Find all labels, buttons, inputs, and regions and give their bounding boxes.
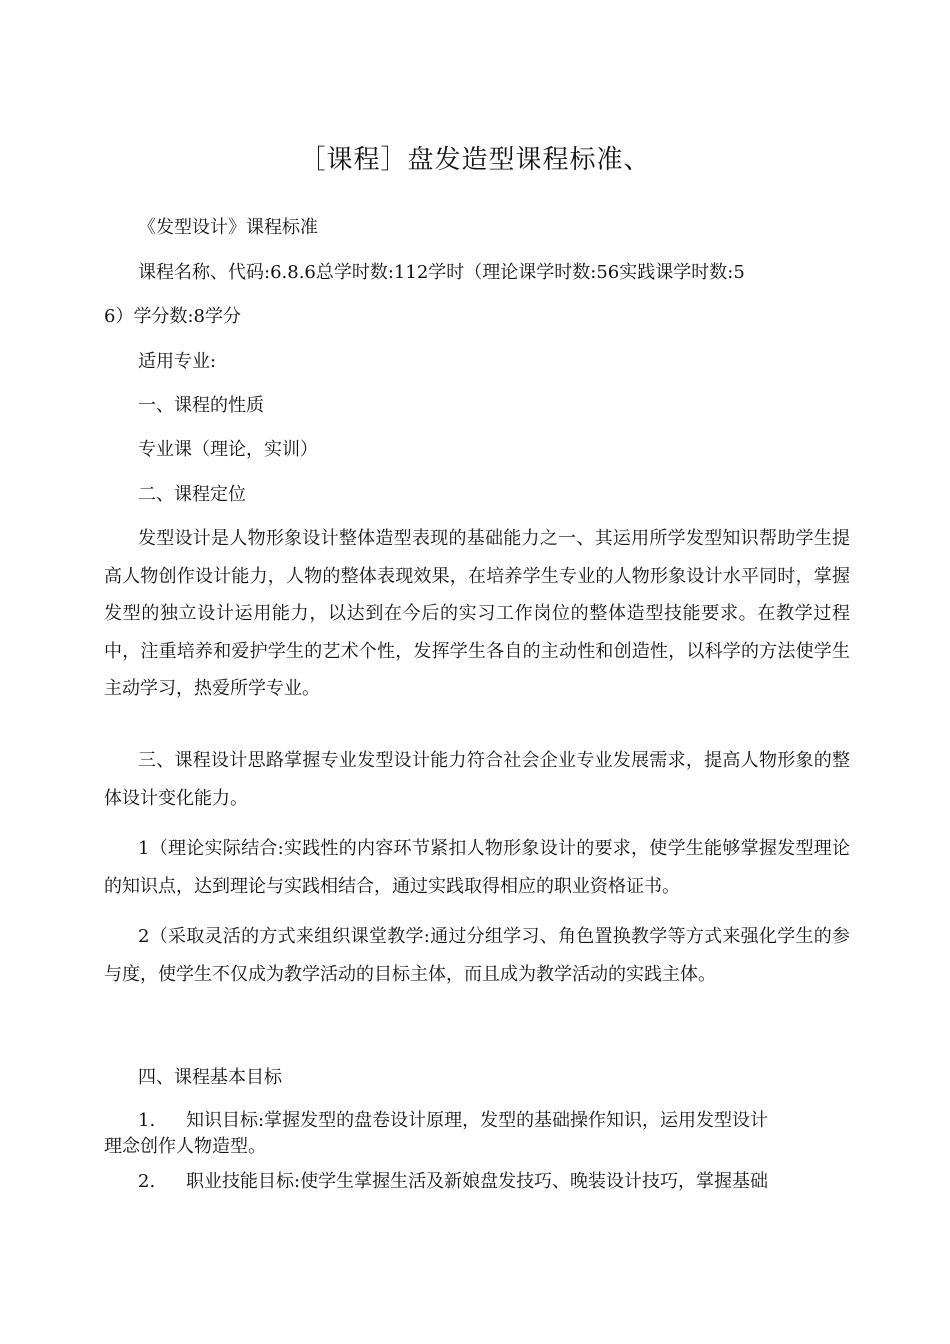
point1-paragraph: 1（理论实际结合:实践性的内容环节紧扣人物形象设计的要求，使学生能够掌握发型理论的知识点，达到理论与实践相结合，通过实践取得相应的职业资格证书。 (104, 838, 850, 897)
goal1-text-continued: 理念创作人物造型。 (104, 1136, 266, 1157)
section4-heading: 四、课程基本目标 (138, 1067, 282, 1088)
section2-heading: 二、课程定位 (138, 484, 246, 505)
goal2-number: 2. (138, 1171, 156, 1192)
section2-paragraph: 发型设计是人物形象设计整体造型表现的基础能力之一、其运用所学发型知识帮助学生提高人物创作设计能力，人物的整体表现效果，在培养学生专业的人物形象设计水平同时，掌握发型的独立设计运用能力，以达到在今后的实习工作岗位的整体造型技能要求。在教学过程中，注重培养和爱护学生的艺术个性，发挥学生各自的主动性和创造性，以科学的方法使学生主动学习，热爱所学专业。 (104, 528, 850, 699)
document-title: ［课程］盘发造型课程标准、 (299, 145, 651, 175)
major-label: 适用专业: (138, 351, 217, 372)
goal1-number: 1. (138, 1110, 156, 1131)
course-info-line2: 6）学分数:8学分 (104, 306, 241, 327)
goal-item-2 (104, 1168, 850, 1196)
section3-paragraph: 三、课程设计思路掌握专业发型设计能力符合社会企业专业发展需求，提高人物形象的整体设计变化能力。 (104, 750, 850, 809)
goal1-text: 知识目标:掌握发型的盘卷设计原理，发型的基础操作知识，运用发型设计 (186, 1110, 769, 1131)
goal2-text: 职业技能目标:使学生掌握生活及新娘盘发技巧、晚装设计技巧，掌握基础 (186, 1171, 769, 1192)
section1-text: 专业课（理论，实训） (138, 439, 318, 460)
section1-heading: 一、课程的性质 (138, 395, 264, 416)
course-info-line1: 课程名称、代码:6.8.6总学时数:112学时（理论课学时数:56实践课学时数:5 (138, 262, 745, 283)
subtitle: 《发型设计》课程标准 (138, 217, 318, 238)
goal-item-1 (104, 1107, 850, 1159)
point2-paragraph: 2（采取灵活的方式来组织课堂教学:通过分组学习、角色置换教学等方式来强化学生的参与度，使学生不仅成为教学活动的目标主体，而且成为教学活动的实践主体。 (104, 926, 850, 985)
